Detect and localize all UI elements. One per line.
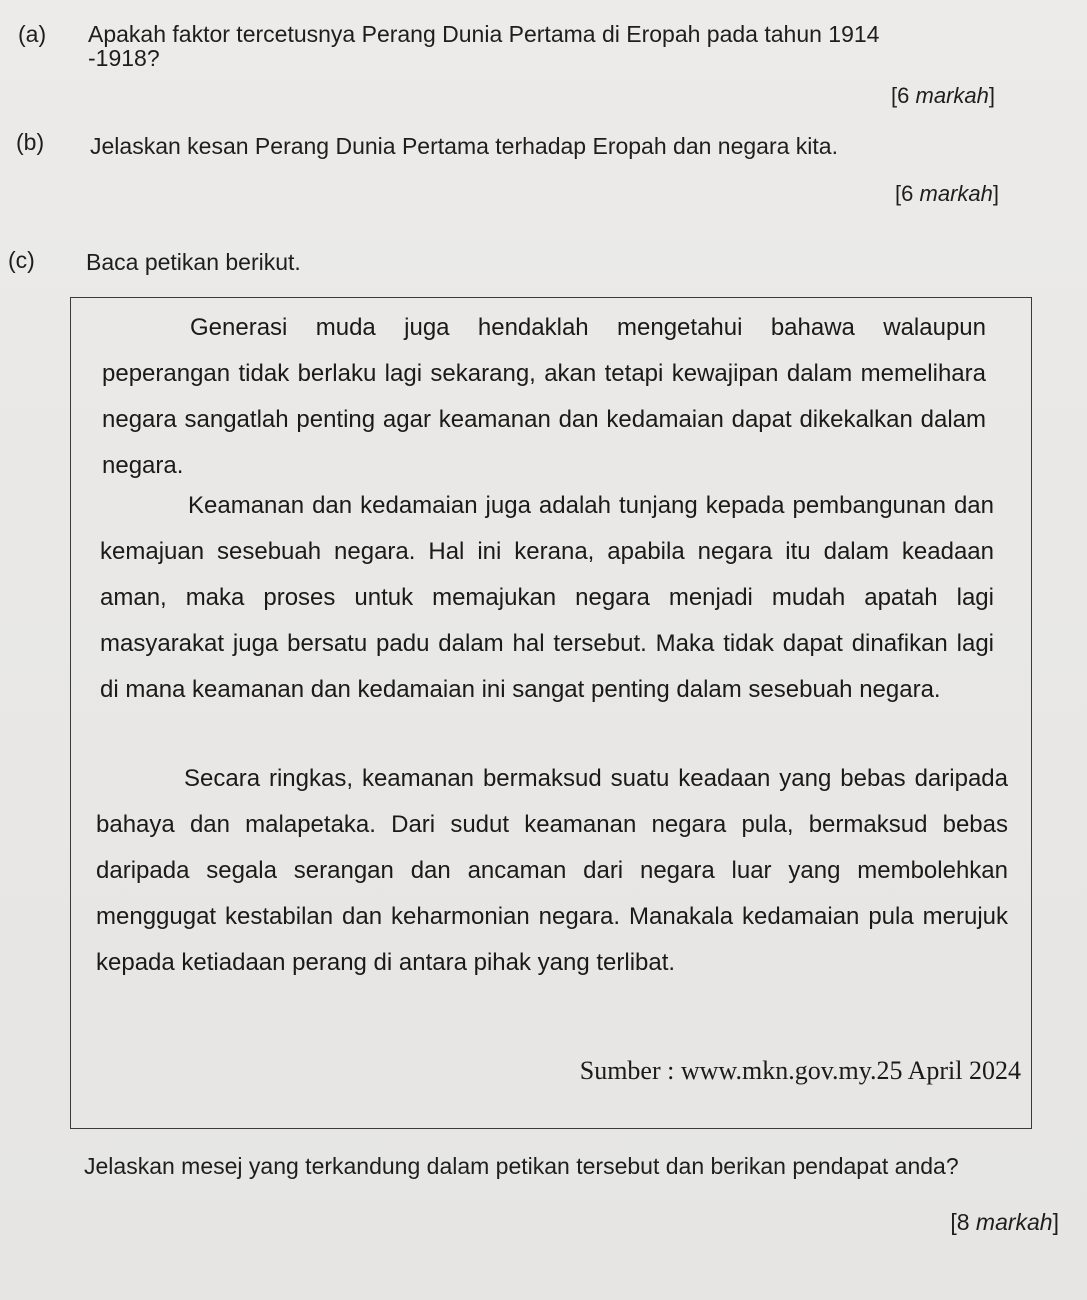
question-a-label: (a) <box>18 21 47 47</box>
marks-number: 6 <box>901 181 920 206</box>
passage-paragraph-3 <box>96 756 1008 986</box>
question-a-text: Apakah faktor tercetusnya Perang Dunia Pertama di Eropah pada tahun 1914 -1918? <box>88 21 880 71</box>
marks-word: markah <box>915 83 989 108</box>
paragraph-text: Secara ringkas, keamanan bermaksud suatu keadaan yang bebas daripada bahaya dan malapetaka. Dari sudut keamanan negara pula, bermaksud bebas daripada segala serangan dan ancaman dari negara luar yang membolehkan menggugat kestabilan dan keharmonian negara. Manakala kedamaian pula merujuk kepada ketiadaan perang di antara pihak yang terlibat. <box>96 765 1008 976</box>
passage-paragraph-2 <box>100 483 994 713</box>
passage-source: Sumber : www.mkn.gov.my.25 April 2024 <box>579 1056 1021 1085</box>
paragraph-text: Keamanan dan kedamaian juga adalah tunjang kepada pembangunan dan kemajuan sesebuah negara. Hal ini kerana, apabila negara itu dalam keadaan aman, maka proses untuk memajukan negara menjadi mudah apatah lagi masyarakat juga bersatu padu dalam hal tersebut. Maka tidak dapat dinafikan lagi di mana keamanan dan kedamaian ini sangat penting dalam sesebuah negara. <box>100 492 994 703</box>
paragraph-text: Generasi muda juga hendaklah mengetahui bahawa walaupun peperangan tidak berlaku lagi sekarang, akan tetapi kewajipan dalam memelihara negara sangatlah penting agar keamanan dan kedamaian dapat dikekalkan dalam negara. <box>102 314 986 479</box>
marks-bracket-close: ] <box>988 83 995 108</box>
marks-bracket-open: [ <box>891 83 898 108</box>
marks-word: markah <box>975 1209 1053 1235</box>
passage-paragraph-1 <box>102 305 986 489</box>
marks-number: 6 <box>897 83 916 108</box>
marks-word: markah <box>919 181 993 206</box>
question-b-text: Jelaskan kesan Perang Dunia Pertama terhadap Eropah dan negara kita. <box>90 133 838 159</box>
marks-number: 8 <box>956 1209 976 1235</box>
question-a-marks <box>891 82 995 110</box>
marks-bracket-open: [ <box>950 1209 957 1235</box>
marks-bracket-close: ] <box>992 181 999 206</box>
marks-bracket-open: [ <box>895 181 902 206</box>
question-c-label: (c) <box>8 247 35 273</box>
marks-bracket-close: ] <box>1052 1209 1059 1235</box>
question-b-label: (b) <box>16 129 45 155</box>
question-b-marks <box>895 180 999 208</box>
question-c-intro: Baca petikan berikut. <box>86 249 301 275</box>
question-c-marks <box>950 1208 1059 1236</box>
question-c-text: Jelaskan mesej yang terkandung dalam petikan tersebut dan berikan pendapat anda? <box>84 1153 959 1179</box>
